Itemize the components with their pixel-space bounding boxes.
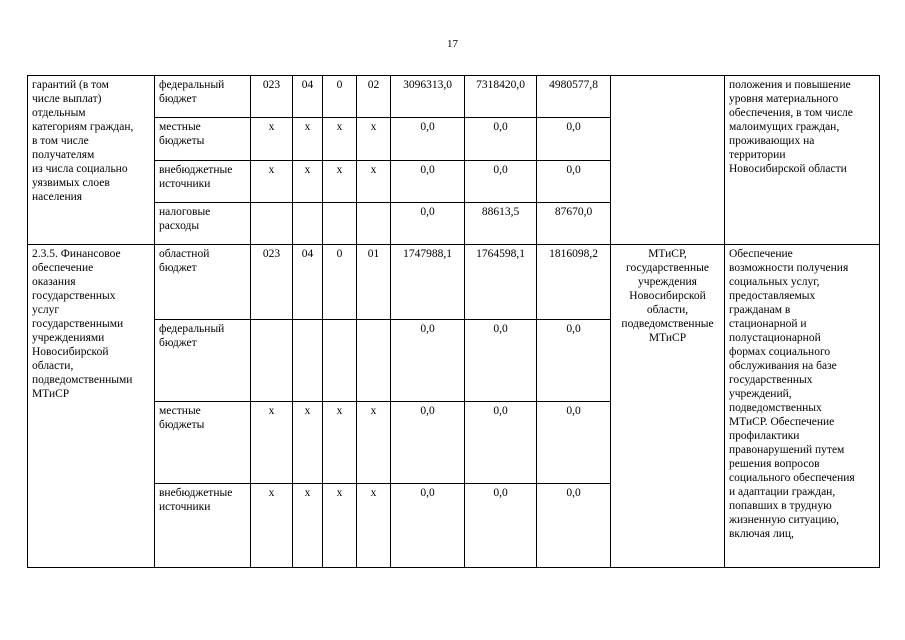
page-number: 17 <box>447 38 458 50</box>
cs-cell <box>357 203 391 245</box>
cs-cell: 01 <box>357 245 391 320</box>
rz-cell: x <box>293 161 323 203</box>
rz-cell: x <box>293 402 323 484</box>
expected-result-cell: Обеспечение возможности получения социальных услуг, предоставляемых гражданам в стационарной и полустационарной формах социального обслуживания на базе государственных учреждений, подведомственных МТиСР. Обеспечение профилактики правонарушений путем решения вопросов социального обеспечения и адаптации граждан, попавших в трудную жизненную ситуацию, включая лиц, <box>725 245 880 568</box>
funding-source-cell: федеральный бюджет <box>155 320 251 402</box>
year2-cell: 0,0 <box>465 118 537 161</box>
table-row <box>28 245 880 320</box>
year1-cell: 0,0 <box>391 203 465 245</box>
grbs-cell: 023 <box>251 76 293 118</box>
year1-cell: 3096313,0 <box>391 76 465 118</box>
grbs-cell: x <box>251 118 293 161</box>
cs-cell <box>357 320 391 402</box>
funding-source-cell: областной бюджет <box>155 245 251 320</box>
grbs-cell: x <box>251 484 293 568</box>
pr-cell: 0 <box>323 76 357 118</box>
cs-cell: x <box>357 484 391 568</box>
year2-cell: 0,0 <box>465 161 537 203</box>
cs-cell: x <box>357 402 391 484</box>
year1-cell: 0,0 <box>391 161 465 203</box>
grbs-cell <box>251 320 293 402</box>
measure-name-cell: гарантий (в том числе выплат) отдельным категориям граждан, в том числе получателям из числа социально уязвимых слоев населения <box>28 76 155 245</box>
pr-cell: x <box>323 484 357 568</box>
rz-cell: 04 <box>293 76 323 118</box>
rz-cell: 04 <box>293 245 323 320</box>
year2-cell: 1764598,1 <box>465 245 537 320</box>
rz-cell <box>293 320 323 402</box>
pr-cell: x <box>323 118 357 161</box>
year1-cell: 0,0 <box>391 320 465 402</box>
year3-cell: 1816098,2 <box>537 245 611 320</box>
year1-cell: 0,0 <box>391 484 465 568</box>
year1-cell: 0,0 <box>391 118 465 161</box>
year2-cell: 0,0 <box>465 320 537 402</box>
pr-cell: x <box>323 161 357 203</box>
grbs-cell: 023 <box>251 245 293 320</box>
year2-cell: 88613,5 <box>465 203 537 245</box>
pr-cell: x <box>323 402 357 484</box>
cs-cell: x <box>357 161 391 203</box>
year3-cell: 0,0 <box>537 402 611 484</box>
grbs-cell: x <box>251 161 293 203</box>
grbs-cell <box>251 203 293 245</box>
rz-cell: x <box>293 118 323 161</box>
pr-cell <box>323 203 357 245</box>
year1-cell: 1747988,1 <box>391 245 465 320</box>
program-table <box>27 75 880 568</box>
year3-cell: 0,0 <box>537 484 611 568</box>
pr-cell <box>323 320 357 402</box>
cs-cell: x <box>357 118 391 161</box>
funding-source-cell: местные бюджеты <box>155 118 251 161</box>
expected-result-cell: положения и повышение уровня материального обеспечения, в том числе малоимущих граждан, проживающих на территории Новосибирской области <box>725 76 880 245</box>
executor-cell: МТиСР, государственные учреждения Новосибирской области, подведомственные МТиСР <box>611 245 725 568</box>
pr-cell: 0 <box>323 245 357 320</box>
funding-source-cell: налоговые расходы <box>155 203 251 245</box>
funding-source-cell: местные бюджеты <box>155 402 251 484</box>
year3-cell: 4980577,8 <box>537 76 611 118</box>
year2-cell: 0,0 <box>465 484 537 568</box>
year3-cell: 0,0 <box>537 161 611 203</box>
year3-cell: 87670,0 <box>537 203 611 245</box>
rz-cell <box>293 203 323 245</box>
year2-cell: 7318420,0 <box>465 76 537 118</box>
measure-name-cell: 2.3.5. Финансовое обеспечение оказания государственных услуг государственными учреждениями Новосибирской области, подведомственными МТиСР <box>28 245 155 568</box>
executor-cell <box>611 76 725 245</box>
funding-source-cell: федеральный бюджет <box>155 76 251 118</box>
year3-cell: 0,0 <box>537 320 611 402</box>
year2-cell: 0,0 <box>465 402 537 484</box>
funding-source-cell: внебюджетные источники <box>155 484 251 568</box>
rz-cell: x <box>293 484 323 568</box>
year1-cell: 0,0 <box>391 402 465 484</box>
funding-source-cell: внебюджетные источники <box>155 161 251 203</box>
grbs-cell: x <box>251 402 293 484</box>
year3-cell: 0,0 <box>537 118 611 161</box>
cs-cell: 02 <box>357 76 391 118</box>
table-row <box>28 76 880 118</box>
